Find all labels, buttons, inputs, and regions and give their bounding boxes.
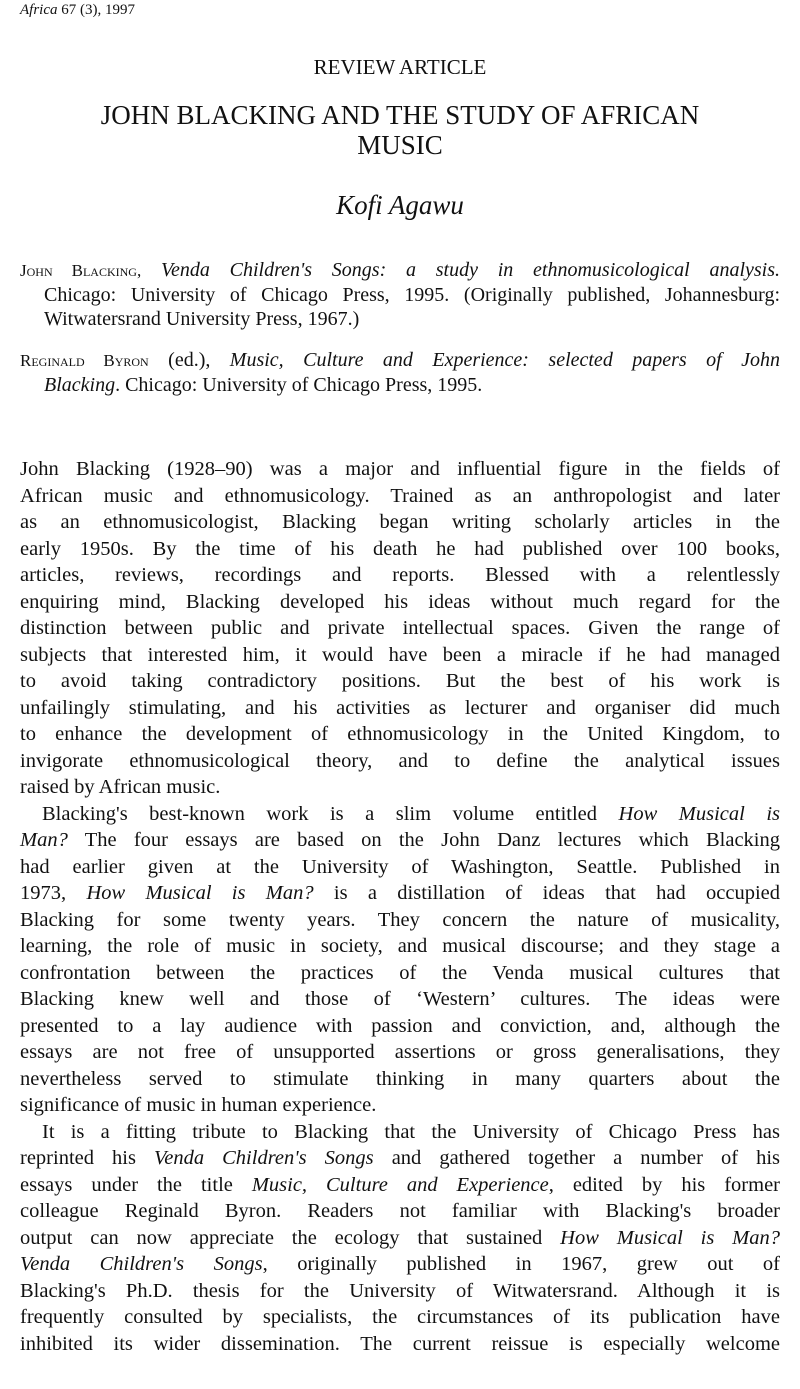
text-run: reprinted his: [20, 1147, 154, 1169]
reference-line: [20, 283, 780, 307]
text-run: . Chicago: University of Chicago Press, 1995.: [115, 374, 483, 396]
text-run: African music and ethnomusicology. Trained as an anthropologist and later: [20, 484, 780, 507]
italic-text: Music, Culture and Experience: [251, 1173, 549, 1196]
text-line: [20, 1198, 780, 1225]
text-run: Blacking's best-known work is a slim volume entitled: [42, 802, 619, 825]
text-run: The four essays are based on the John Danz lectures which Blacking: [67, 829, 780, 851]
text-line: [20, 801, 780, 828]
text-run: It is a fitting tribute to Blacking that the University of Chicago Press has: [42, 1120, 780, 1143]
text-line: [20, 1278, 780, 1305]
text-run: early 1950s. By the time of his death he had published over 100 books,: [20, 537, 780, 560]
paragraph: [20, 456, 780, 801]
text-line: [20, 1251, 780, 1278]
text-run: , originally published in 1967, grew out of: [262, 1253, 781, 1275]
text-run: to enhance the development of ethnomusicology in the United Kingdom, to: [20, 723, 780, 745]
text-line: [20, 536, 780, 563]
text-run: 1973,: [20, 882, 87, 904]
text-line: [20, 1092, 780, 1119]
text-run: , edited by his former: [548, 1173, 780, 1196]
text-line: [20, 854, 780, 881]
text-line: [20, 1039, 780, 1066]
reference-author: John Blacking,: [20, 261, 142, 280]
text-line: [20, 721, 780, 748]
text-run: inhibited its wider dissemination. The current reissue is especially welcome: [20, 1332, 780, 1355]
text-run: Chicago: University of Chicago Press, 1995. (Originally published, Johannesburg:: [44, 284, 780, 306]
text-line: [20, 483, 780, 510]
text-line: [20, 589, 780, 616]
text-line: [20, 933, 780, 960]
text-line: [20, 642, 780, 669]
text-run: enquiring mind, Blacking developed his ideas without much regard for the: [20, 590, 780, 613]
journal-issue: 67 (3), 1997: [61, 2, 135, 18]
text-run: learning, the role of music in society, and musical discourse; and they stage a: [20, 935, 780, 957]
text-line: [20, 1172, 780, 1199]
text-line: [20, 960, 780, 987]
paragraph: [20, 1119, 780, 1358]
text-run: John Blacking (1928–90) was a major and influential figure in the fields of: [20, 458, 780, 480]
text-line: [20, 880, 780, 907]
italic-text: How Musical is Man?: [560, 1226, 781, 1249]
reference-line: [20, 258, 780, 283]
text-line: [20, 748, 780, 775]
text-run: raised by African music.: [20, 776, 221, 798]
text-line: [20, 827, 780, 854]
text-line: [20, 986, 780, 1013]
article-title: [60, 100, 740, 160]
reviewed-book-reference: [20, 348, 780, 397]
reviewed-book-reference: [20, 258, 780, 331]
reference-line: [20, 348, 780, 373]
text-line: [20, 1304, 780, 1331]
text-run: and gathered together a number of his: [373, 1147, 780, 1169]
italic-text: How Musical is Man?: [86, 882, 314, 904]
text-run: essays are not free of unsupported assertions or gross generalisations, they: [20, 1041, 780, 1063]
text-line: [20, 907, 780, 934]
italic-text: Venda Children's Songs: [20, 1253, 263, 1275]
text-run: as an ethnomusicologist, Blacking began writing scholarly articles in the: [20, 511, 780, 533]
text-line: [20, 668, 780, 695]
text-run: confrontation between the practices of the Venda musical cultures that: [20, 961, 780, 984]
italic-text: Blacking: [44, 374, 116, 396]
text-run: Blacking's Ph.D. thesis for the University of Witwatersrand. Although it is: [20, 1279, 780, 1302]
text-line: [20, 774, 780, 801]
italic-text: How Musical is: [618, 802, 780, 825]
article-author: Kofi Agawu: [336, 190, 464, 220]
text-line: [20, 456, 780, 483]
text-line: [20, 1013, 780, 1040]
text-run: distinction between public and private intellectual spaces. Given the range of: [20, 617, 780, 639]
text-run: nevertheless served to stimulate thinking in many quarters about the: [20, 1067, 780, 1090]
italic-text: Venda Children's Songs: a study in ethnomusicological analysis.: [160, 259, 781, 281]
text-line: [20, 509, 780, 536]
text-line: [20, 1066, 780, 1093]
paragraph: [20, 801, 780, 1119]
text-run: unfailingly stimulating, and his activities as lecturer and organiser did much: [20, 696, 780, 719]
text-run: subjects that interested him, it would have been a miracle if he had managed: [20, 643, 780, 666]
italic-text: Man?: [20, 829, 68, 851]
text-run: to avoid taking contradictory positions. But the best of his work is: [20, 670, 780, 692]
text-line: [20, 562, 780, 589]
text-run: presented to a lay audience with passion and conviction, and, although the: [20, 1014, 780, 1037]
text-run: Blacking knew well and those of ‘Western’ cultures. The ideas were: [20, 988, 780, 1010]
text-run: frequently consulted by specialists, the circumstances of its publication have: [20, 1306, 780, 1328]
title-line: MUSIC: [357, 130, 443, 160]
journal-name: Africa: [20, 2, 58, 18]
text-line: [20, 1331, 780, 1358]
text-run: Witwatersrand University Press, 1967.): [44, 308, 360, 330]
italic-text: Venda Children's Songs: [154, 1147, 374, 1169]
italic-text: Music, Culture and Experience: selected papers of John: [229, 349, 781, 371]
journal-citation: [20, 2, 135, 19]
article-body: [20, 456, 780, 1357]
text-run: had earlier given at the University of Washington, Seattle. Published in: [20, 855, 780, 878]
text-line: [20, 615, 780, 642]
text-run: invigorate ethnomusicological theory, and to define the analytical issues: [20, 749, 780, 772]
text-run: significance of music in human experience.: [20, 1094, 377, 1116]
text-run: Blacking for some twenty years. They concern the nature of musicality,: [20, 908, 780, 931]
reference-line: [20, 307, 780, 331]
text-line: [20, 1225, 780, 1252]
reference-line: [20, 373, 780, 397]
title-line: JOHN BLACKING AND THE STUDY OF AFRICAN: [100, 100, 700, 130]
text-run: articles, reviews, recordings and reports. Blessed with a relentlessly: [20, 564, 780, 586]
reference-author: Reginald Byron: [20, 351, 149, 370]
text-run: (ed.),: [168, 349, 230, 371]
text-run: essays under the title: [20, 1173, 252, 1196]
article-type: REVIEW ARTICLE: [313, 55, 487, 79]
text-line: [20, 1119, 780, 1146]
text-run: is a distillation of ideas that had occupied: [313, 882, 781, 904]
text-line: [20, 1145, 780, 1172]
text-line: [20, 695, 780, 722]
text-run: colleague Reginald Byron. Readers not familiar with Blacking's broader: [20, 1200, 780, 1222]
text-run: output can now appreciate the ecology that sustained: [20, 1226, 561, 1249]
